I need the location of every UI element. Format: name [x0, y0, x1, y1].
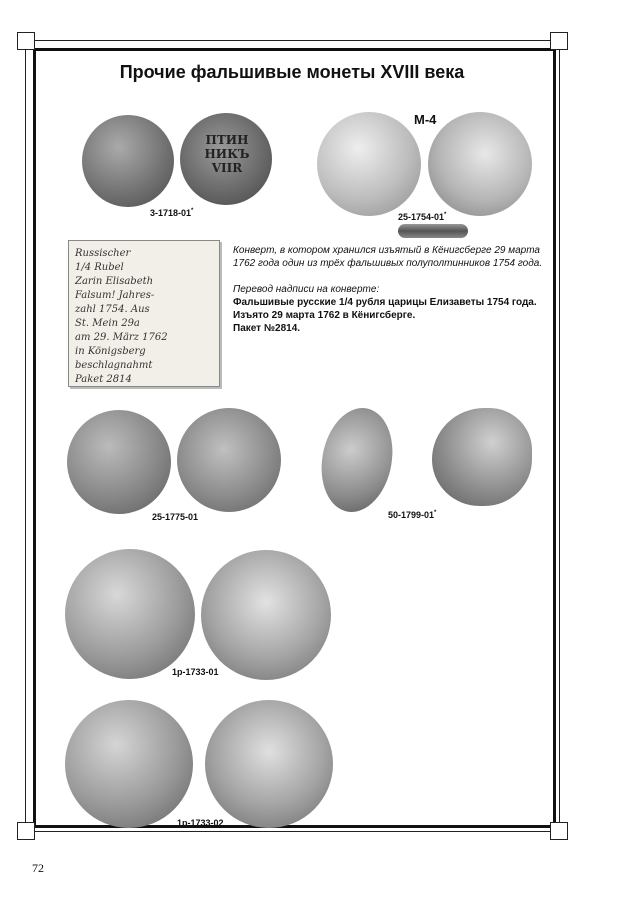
envelope-caption — [233, 244, 551, 335]
frame-corner — [550, 32, 568, 50]
coin-photo-reverse — [428, 112, 532, 216]
envelope-description: Конверт, в котором хранился изъятый в Кёнигсберге 29 марта 1762 года один из трёх фальшивых полуполтинников 1754 года. — [233, 245, 543, 269]
translation-line: Пакет №2814. — [233, 323, 301, 334]
frame-corner — [17, 32, 35, 50]
catalog-mark: M-4 — [414, 112, 437, 127]
coin-photo-obverse — [67, 410, 171, 514]
page-title: Прочие фальшивые монеты XVIII века — [119, 62, 465, 82]
coin-photo-obverse — [65, 700, 193, 828]
coin-label: 1р-1733-02 — [177, 818, 224, 828]
page-number: 72 — [32, 861, 44, 875]
coin-legend-text: ПТИН НИКЪ VIIR — [204, 133, 250, 175]
coin-label: 1р-1733-01 — [172, 667, 219, 677]
coin-photo-reverse — [201, 550, 331, 680]
frame-corner — [550, 822, 568, 840]
envelope-handwriting: Russischer 1/4 Rubel Zarin Elisabeth Falsum! Jahres- zahl 1754. Aus St. Mein 29a am 29. März 1762 in Königsberg beschlagnahmt Paket 2814 — [75, 248, 168, 385]
coin-edge-photo — [398, 224, 468, 238]
coin-photo-obverse — [317, 112, 421, 216]
coin-label: 25-1775-01 — [152, 512, 199, 522]
coin-photo-reverse — [177, 408, 281, 512]
coin-label: 3-1718-01* — [150, 208, 194, 218]
translation-line: Изъято 29 марта 1762 в Кёнигсберге. — [233, 310, 416, 321]
translation-line: Фальшивые русские 1/4 рубля царицы Елизаветы 1754 года. — [233, 297, 537, 308]
coin-photo-reverse — [205, 700, 333, 828]
coin-label: 50-1799-01* — [388, 510, 437, 520]
coin-photo-obverse — [65, 549, 195, 679]
coin-photo-obverse — [82, 115, 174, 207]
coin-photo-folded-side — [432, 408, 532, 506]
translation-heading: Перевод надписи на конверте: — [233, 284, 380, 295]
envelope-photo — [68, 240, 220, 387]
frame-corner — [17, 822, 35, 840]
coin-label: 25-1754-01* — [398, 212, 447, 222]
